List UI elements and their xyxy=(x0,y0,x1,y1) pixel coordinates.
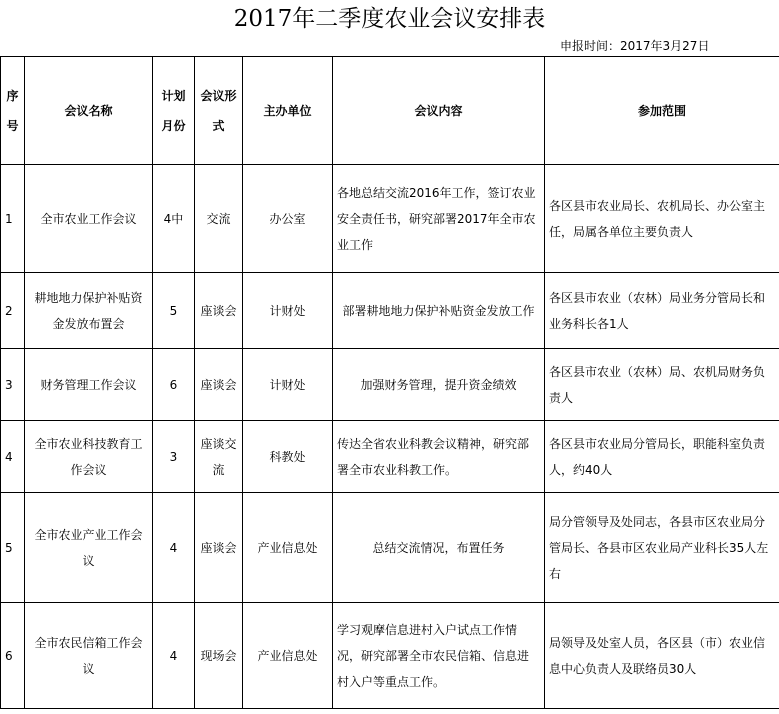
cell-month: 4中 xyxy=(153,165,195,273)
cell-host: 办公室 xyxy=(243,165,333,273)
header-scope: 参加范围 xyxy=(545,57,779,165)
cell-content: 部署耕地地力保护补贴资金发放工作 xyxy=(333,273,545,349)
cell-month: 4 xyxy=(153,493,195,603)
header-name: 会议名称 xyxy=(25,57,153,165)
table-row xyxy=(1,603,779,709)
table-row xyxy=(1,349,779,421)
cell-scope: 局分管领导及处同志，各县市区农业局分管局长、各县市区农业局产业科长35人左右 xyxy=(545,493,779,603)
header-content: 会议内容 xyxy=(333,57,545,165)
cell-scope: 各区县市农业局分管局长，职能科室负责人，约40人 xyxy=(545,421,779,493)
table-row xyxy=(1,421,779,493)
cell-host: 计财处 xyxy=(243,349,333,421)
cell-host: 产业信息处 xyxy=(243,603,333,709)
cell-host: 产业信息处 xyxy=(243,493,333,603)
cell-month: 6 xyxy=(153,349,195,421)
cell-name: 全市农民信箱工作会议 xyxy=(25,603,153,709)
table-row xyxy=(1,165,779,273)
header-no: 序号 xyxy=(1,57,25,165)
cell-scope: 各区县市农业（农林）局业务分管局长和业务科长各1人 xyxy=(545,273,779,349)
cell-content: 传达全省农业科教会议精神，研究部署全市农业科教工作。 xyxy=(333,421,545,493)
cell-scope: 各区县市农业局长、农机局长、办公室主任，局属各单位主要负责人 xyxy=(545,165,779,273)
cell-content: 总结交流情况，布置任务 xyxy=(333,493,545,603)
cell-host: 科教处 xyxy=(243,421,333,493)
cell-host: 计财处 xyxy=(243,273,333,349)
cell-no: 4 xyxy=(1,421,25,493)
cell-no: 1 xyxy=(1,165,25,273)
cell-form: 交流 xyxy=(195,165,243,273)
cell-no: 5 xyxy=(1,493,25,603)
cell-month: 3 xyxy=(153,421,195,493)
cell-month: 5 xyxy=(153,273,195,349)
cell-name: 全市农业工作会议 xyxy=(25,165,153,273)
table-header-row xyxy=(1,57,779,165)
cell-form: 座谈会 xyxy=(195,273,243,349)
cell-name: 耕地地力保护补贴资金发放布置会 xyxy=(25,273,153,349)
header-host: 主办单位 xyxy=(243,57,333,165)
meeting-table xyxy=(0,56,779,709)
cell-name: 全市农业产业工作会议 xyxy=(25,493,153,603)
cell-form: 座谈会 xyxy=(195,349,243,421)
header-month: 计划月份 xyxy=(153,57,195,165)
cell-no: 3 xyxy=(1,349,25,421)
cell-content: 各地总结交流2016年工作，签订农业安全责任书，研究部署2017年全市农业工作 xyxy=(333,165,545,273)
page-title: 2017年二季度农业会议安排表 xyxy=(233,6,546,32)
cell-scope: 各区县市农业（农林）局、农机局财务负责人 xyxy=(545,349,779,421)
cell-form: 座谈交流 xyxy=(195,421,243,493)
cell-scope: 局领导及处室人员，各区县（市）农业信息中心负责人及联络员30人 xyxy=(545,603,779,709)
header-form: 会议形式 xyxy=(195,57,243,165)
cell-content: 学习观摩信息进村入户试点工作情况，研究部署全市农民信箱、信息进村入户等重点工作。 xyxy=(333,603,545,709)
cell-no: 6 xyxy=(1,603,25,709)
cell-no: 2 xyxy=(1,273,25,349)
cell-form: 现场会 xyxy=(195,603,243,709)
table-row xyxy=(1,273,779,349)
cell-name: 财务管理工作会议 xyxy=(25,349,153,421)
cell-month: 4 xyxy=(153,603,195,709)
cell-name: 全市农业科技教育工作会议 xyxy=(25,421,153,493)
cell-content: 加强财务管理，提升资金绩效 xyxy=(333,349,545,421)
report-date: 申报时间：2017年3月27日 xyxy=(560,39,710,53)
cell-form: 座谈会 xyxy=(195,493,243,603)
table-row xyxy=(1,493,779,603)
